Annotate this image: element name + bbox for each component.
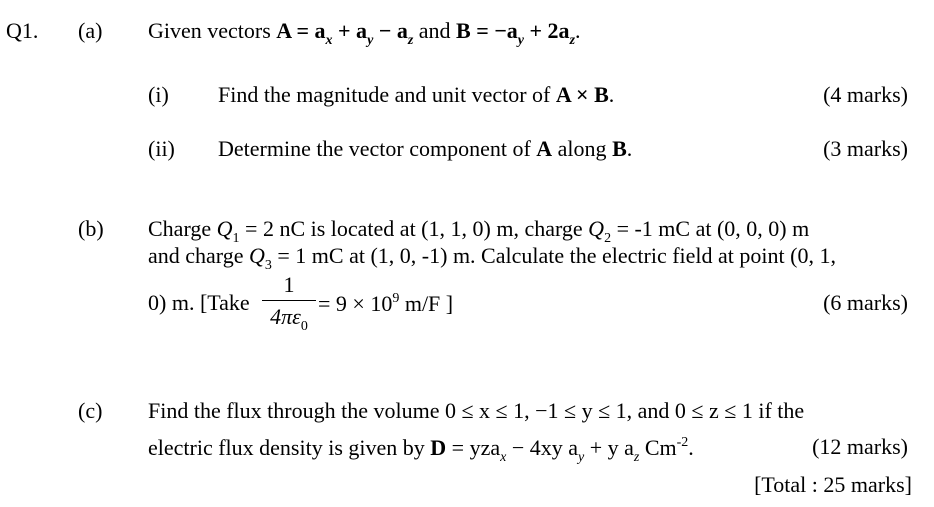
sub-i-label: (i) xyxy=(148,82,169,107)
part-c-line-2: electric flux density is given by D = yza$_x$ − 4xy $a_y + y$ $a_z$ $Cm^{-2}$. xyxy=(148,435,694,465)
cross-product: A × B xyxy=(555,82,609,107)
vector-A-def: $A = a_x + a_y - a_z$ xyxy=(276,18,414,48)
part-a-stem: Given vectors $A = a_x + a_y - a_z$ and $B = -a_y + 2a_z$. xyxy=(148,18,581,48)
sub-i-marks: (4 marks) xyxy=(823,82,908,107)
sub-ii-marks: (3 marks) xyxy=(823,136,908,161)
fraction-numerator: 1 xyxy=(283,272,295,297)
fraction-bar xyxy=(262,300,316,301)
fraction-denominator: $4\pi\varepsilon_0$ xyxy=(270,304,308,334)
vector-B-def: $B = -a_y + 2a_z$ xyxy=(456,18,576,48)
question-number: Q1. xyxy=(6,18,39,43)
sub-ii-label: (ii) xyxy=(148,136,175,161)
part-b-line-3-start: 0) m. [Take xyxy=(148,290,250,315)
sub-i-text: Find the magnitude and unit vector of A × B. xyxy=(218,82,615,107)
part-b-line-3-end: = $9 \times 10^9$ m/F ] xyxy=(318,291,454,316)
part-b-marks: (6 marks) xyxy=(823,290,908,315)
part-c-label: (c) xyxy=(78,398,103,423)
total-marks: [Total : 25 marks] xyxy=(754,472,912,497)
part-b-line-2: and charge $Q_3 = 1$ mC at (1, 0, -1) m. Calculate the electric field at point (0, 1, xyxy=(148,243,836,273)
part-c-marks: (12 marks) xyxy=(812,434,908,459)
part-a-label: (a) xyxy=(78,18,103,43)
coulomb-constant-fraction xyxy=(262,274,316,338)
part-c-line-1: Find the flux through the volume 0 ≤ x ≤ 1, −1 ≤ y ≤ 1, and 0 ≤ z ≤ 1 if the xyxy=(148,398,805,423)
sub-ii-text: Determine the vector component of A along B. xyxy=(218,136,633,161)
part-a-stem-text: Given vectors xyxy=(148,18,271,43)
part-b-label: (b) xyxy=(78,216,104,241)
part-b-line-1: Charge $Q_1 = 2$ nC is located at (1, 1, 0) m, charge $Q_2 = -1$ mC at (0, 0, 0) m xyxy=(148,216,810,246)
and-text: and xyxy=(418,18,451,43)
